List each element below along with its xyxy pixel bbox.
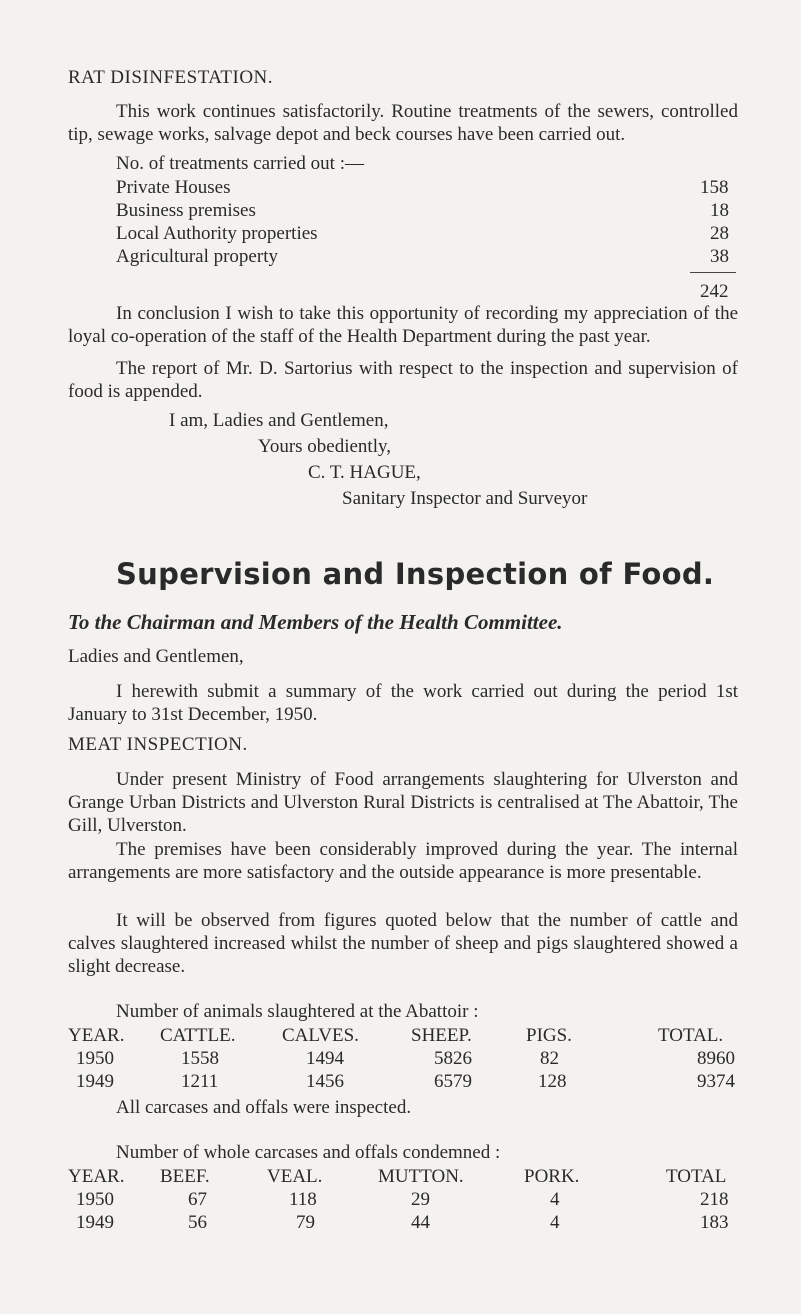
table-cell: 8960 [697,1048,735,1069]
conclusion-paragraph: In conclusion I wish to take this opportunity of recording my appreciation of the loyal co-operation of the staff of the Health Department during the past year. [68,303,738,347]
table-cell: 4 [550,1189,560,1210]
treatments-total: 242 [700,281,729,302]
premises-paragraph: The premises have been considerably improved during the year. The internal arrangements are more satisfactory and the outside appearance is more presentable. [68,839,738,883]
table1-note: All carcases and offals were inspected. [116,1097,412,1118]
rat-intro-paragraph: This work continues satisfactorily. Routine treatments of the sewers, controlled tip, sewage works, salvage depot and beck courses have been carried out. [68,101,738,145]
table2-header: TOTAL [666,1166,727,1187]
treatment-item-value: 158 [700,177,729,198]
table-cell: 218 [700,1189,729,1210]
table-cell: 1494 [306,1048,344,1069]
table2-header: MUTTON. [378,1166,464,1187]
treatment-item-label: Private Houses [116,177,231,198]
table2-header: PORK. [524,1166,580,1187]
table-cell: 5826 [434,1048,472,1069]
treatment-item-label: Business premises [116,200,256,221]
table1-header: PIGS. [526,1025,572,1046]
table1-header: SHEEP. [411,1025,472,1046]
table-cell: 4 [550,1212,560,1233]
table-cell: 9374 [697,1071,735,1092]
treatments-list-heading: No. of treatments carried out :— [116,153,364,174]
treatment-item-value: 18 [710,200,729,221]
table-cell: 1558 [181,1048,219,1069]
table-cell: 29 [411,1189,430,1210]
treatment-item-value: 38 [710,246,729,267]
section-title-rat: RAT DISINFESTATION. [68,67,274,88]
table-cell: 1456 [306,1071,344,1092]
signoff-closing: Yours obediently, [258,436,392,457]
table-cell: 183 [700,1212,729,1233]
total-rule [690,272,736,273]
table1-header: TOTAL. [658,1025,724,1046]
table1-caption: Number of animals slaughtered at the Abattoir : [116,1001,479,1022]
table-cell: 1949 [76,1212,114,1233]
figures-paragraph: It will be observed from figures quoted below that the number of cattle and calves slaughtered increased whilst the number of sheep and pigs slaughtered showed a slight decrease. [68,910,738,977]
table2-caption: Number of whole carcases and offals condemned : [116,1142,501,1163]
table-cell: 128 [538,1071,567,1092]
table2-header: VEAL. [267,1166,323,1187]
signoff-name: C. T. HAGUE, [308,462,421,483]
signoff-greeting: I am, Ladies and Gentlemen, [169,410,389,431]
summary-paragraph: I herewith submit a summary of the work carried out during the period 1st January to 31st December, 1950. [68,681,738,725]
address-line: To the Chairman and Members of the Health Committee. [68,610,563,634]
table-cell: 56 [188,1212,207,1233]
table-cell: 118 [289,1189,317,1210]
table1-header: CALVES. [282,1025,359,1046]
treatment-item-value: 28 [710,223,729,244]
food-section-heading: Supervision and Inspection of Food. [116,557,715,591]
table-cell: 1949 [76,1071,114,1092]
signoff-title: Sanitary Inspector and Surveyor [342,488,588,509]
meat-inspection-heading: MEAT INSPECTION. [68,734,248,755]
slaughter-table [68,1024,738,1094]
treatment-item-label: Agricultural property [116,246,278,267]
salutation: Ladies and Gentlemen, [68,646,244,667]
treatment-item-label: Local Authority properties [116,223,318,244]
table-cell: 1211 [181,1071,219,1092]
table2-header: BEEF. [160,1166,210,1187]
table-cell: 1950 [76,1048,114,1069]
report-note-paragraph: The report of Mr. D. Sartorius with respect to the inspection and supervision of food is appended. [68,358,738,402]
table-cell: 79 [296,1212,315,1233]
arrangements-paragraph: Under present Ministry of Food arrangements slaughtering for Ulverston and Grange Urban Districts and Ulverston Rural Districts is centralised at The Abattoir, The Gill, Ulverston. [68,769,738,836]
table1-header: YEAR. [68,1025,125,1046]
table1-header: CATTLE. [160,1025,236,1046]
table-cell: 44 [411,1212,430,1233]
condemned-table [68,1165,738,1235]
table-cell: 6579 [434,1071,472,1092]
table-cell: 82 [540,1048,559,1069]
table-cell: 67 [188,1189,207,1210]
table2-header: YEAR. [68,1166,125,1187]
table-cell: 1950 [76,1189,114,1210]
